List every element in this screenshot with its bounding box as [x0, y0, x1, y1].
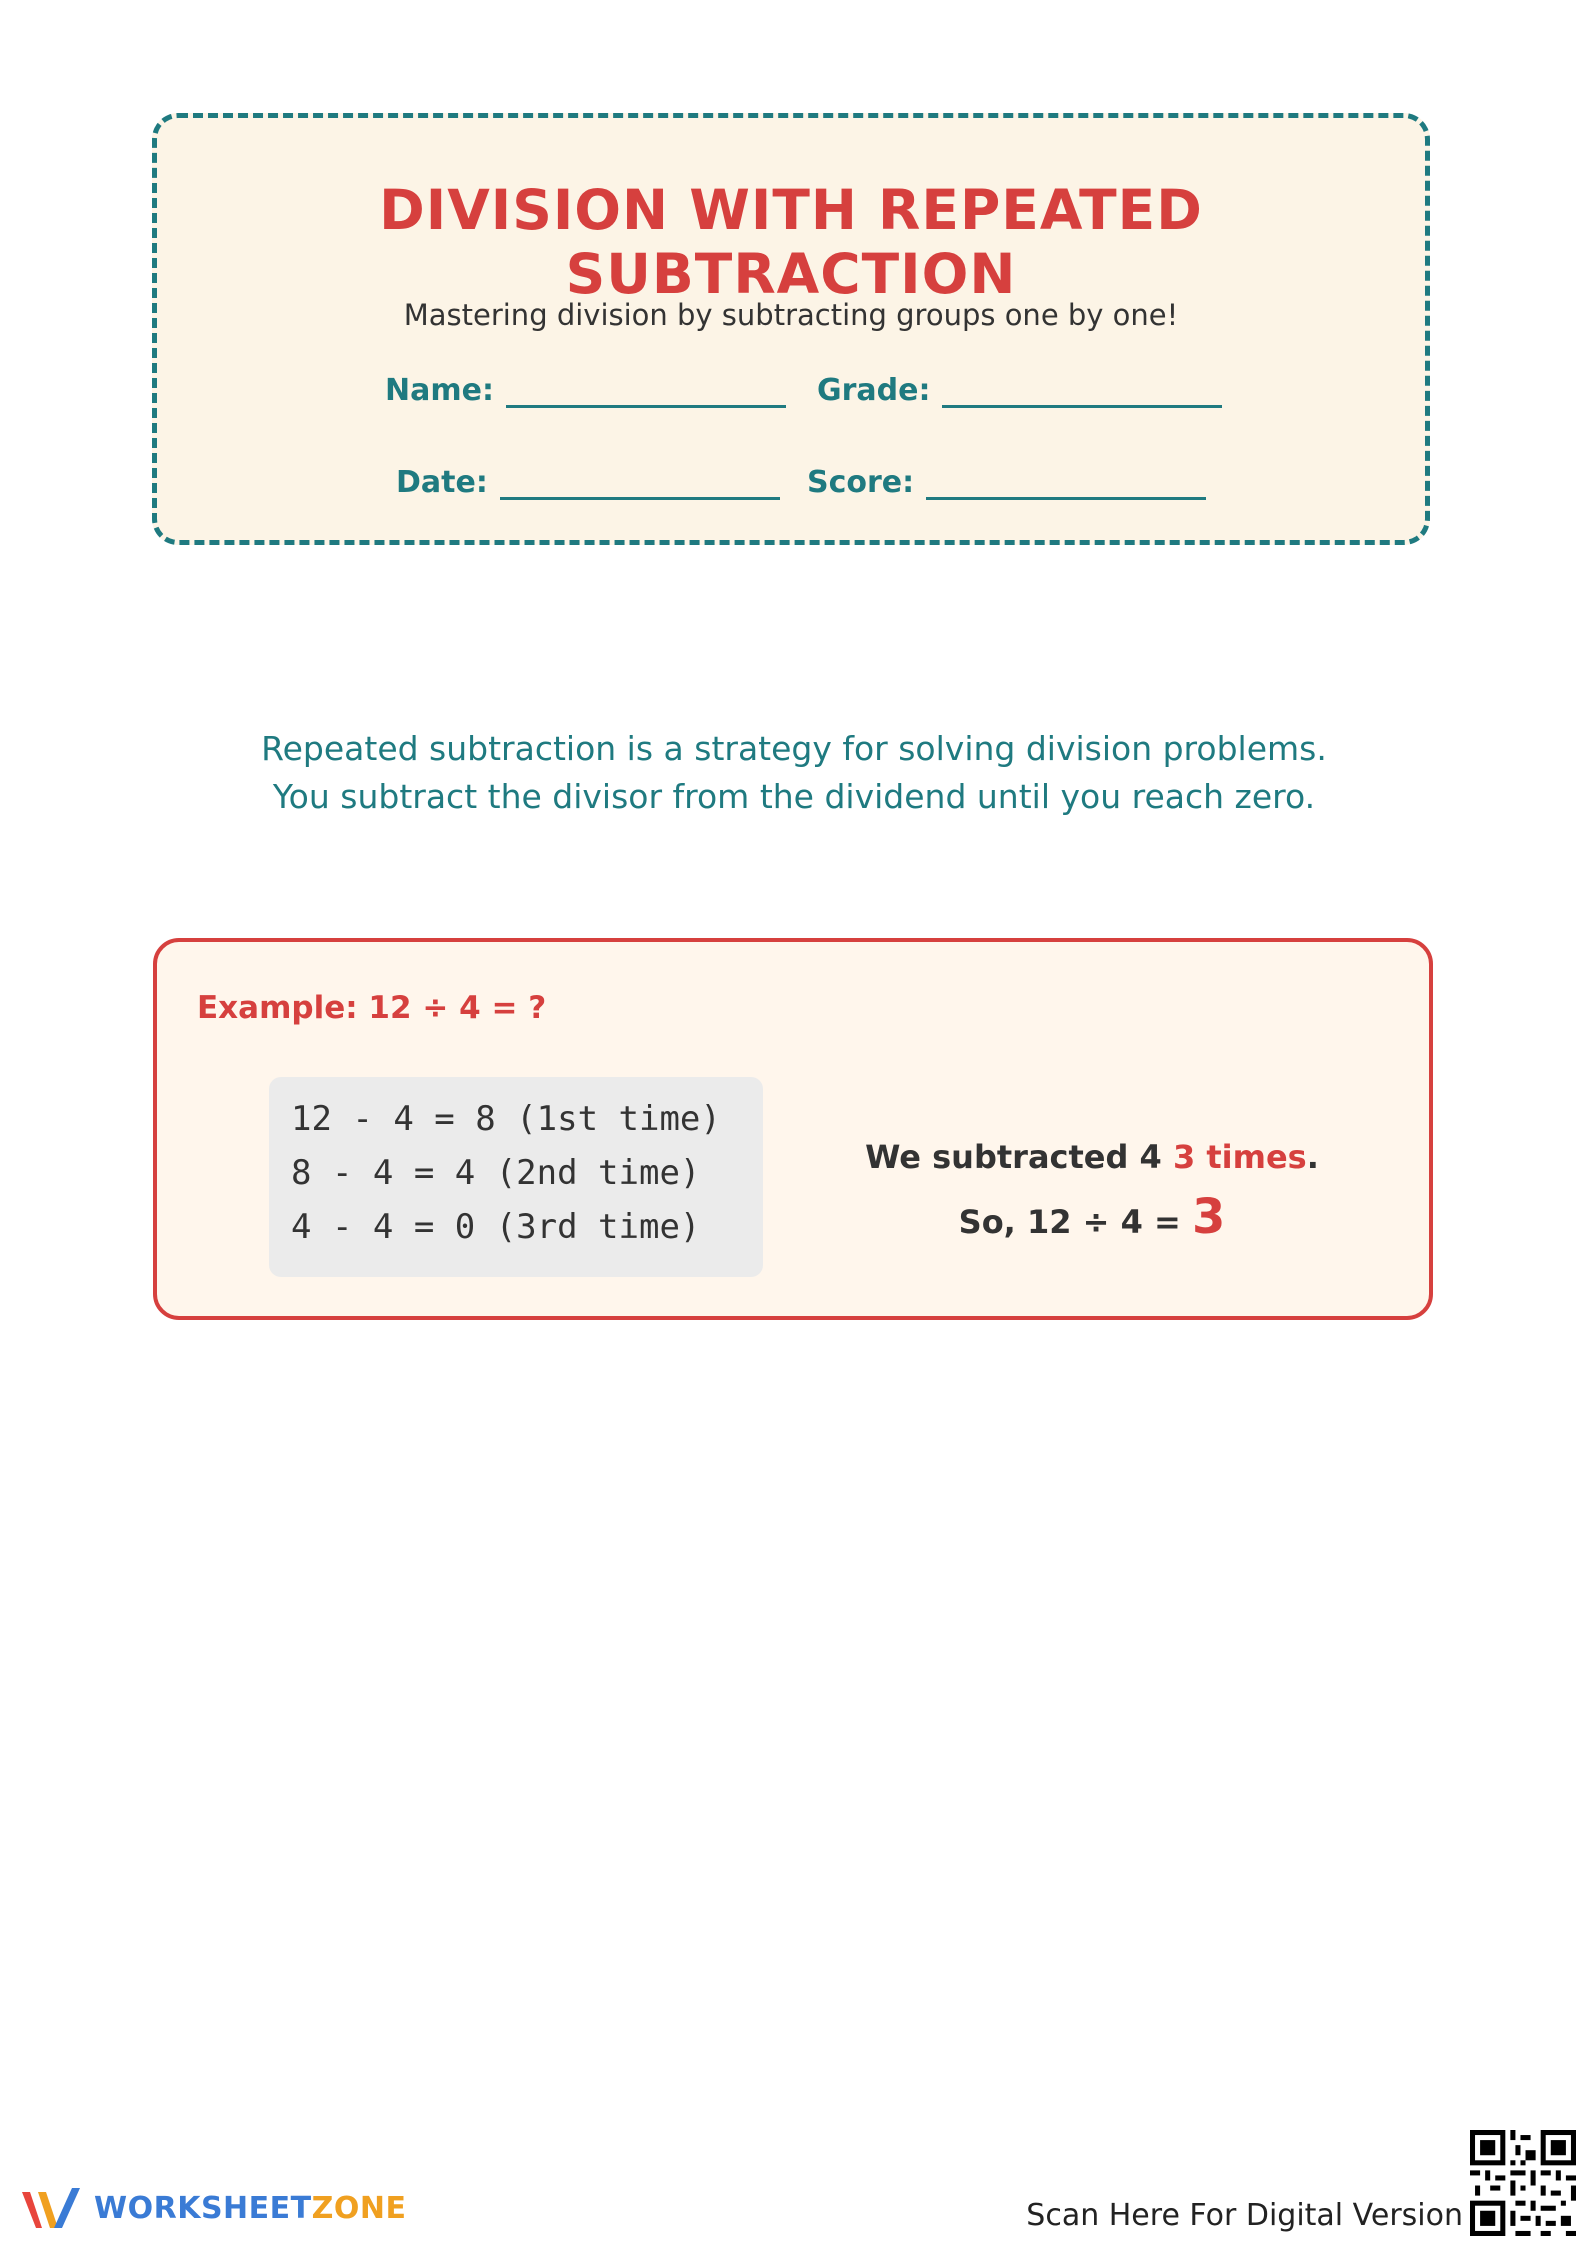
score-blank-line[interactable] [926, 469, 1206, 500]
page-title: DIVISION WITH REPEATED SUBTRACTION [379, 178, 1203, 306]
name-blank-line[interactable] [506, 377, 786, 408]
logo-part-2: ZONE [311, 2190, 407, 2226]
intro-text [0, 725, 1588, 821]
scan-text: Scan Here For Digital Version [1026, 2198, 1463, 2233]
result-prefix: We subtracted 4 [865, 1138, 1173, 1176]
worksheet-header [152, 113, 1430, 545]
grade-field[interactable] [817, 373, 1222, 408]
result-line-2 [807, 1187, 1377, 1252]
page-subtitle: Mastering division by subtracting groups one by one! [403, 298, 1179, 332]
logo-part-1: WORKSHEET [94, 2190, 312, 2226]
logo-text [94, 2191, 406, 2226]
step-line: 12 - 4 = 8 (1st time) [291, 1099, 721, 1139]
step-line: 4 - 4 = 0 (3rd time) [291, 1207, 701, 1247]
score-field[interactable] [807, 465, 1206, 500]
intro-line-2: You subtract the divisor from the dividend until you reach zero. [272, 777, 1316, 816]
intro-line-1: Repeated subtraction is a strategy for solving division problems. [261, 729, 1327, 768]
result-period: . [1306, 1138, 1319, 1176]
grade-blank-line[interactable] [942, 377, 1222, 408]
name-label: Name: [385, 373, 494, 408]
date-label: Date: [396, 465, 488, 500]
score-label: Score: [807, 465, 915, 500]
name-field[interactable] [385, 373, 786, 408]
date-field[interactable] [396, 465, 780, 500]
example-box [153, 938, 1433, 1320]
grade-label: Grade: [817, 373, 931, 408]
qr-code-icon[interactable] [1470, 2130, 1576, 2236]
worksheetzone-logo[interactable] [18, 2184, 406, 2232]
step-line: 8 - 4 = 4 (2nd time) [291, 1153, 701, 1193]
example-label: Example: 12 ÷ 4 = ? [197, 990, 547, 1026]
w-logo-icon [18, 2184, 94, 2232]
date-blank-line[interactable] [500, 469, 780, 500]
so-prefix: So, 12 ÷ 4 = [958, 1203, 1192, 1241]
result-times: 3 times [1172, 1138, 1307, 1176]
result-line-1 [807, 1127, 1377, 1187]
steps-box [269, 1077, 763, 1277]
result-text [807, 1127, 1377, 1252]
so-answer: 3 [1191, 1189, 1226, 1245]
